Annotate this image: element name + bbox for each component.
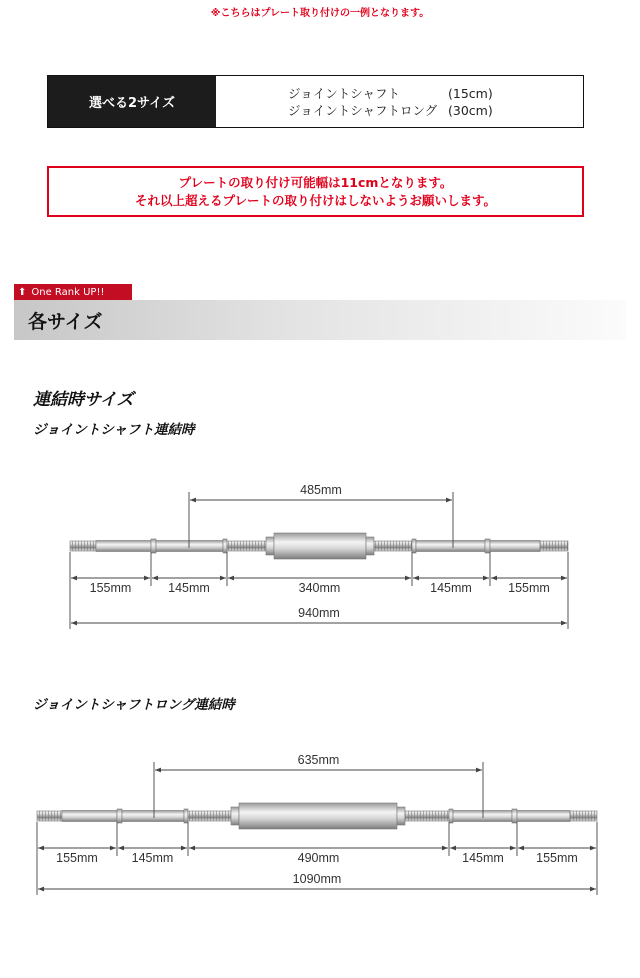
section-header [14, 300, 626, 340]
size-name: ジョイントシャフト [288, 85, 401, 101]
segment-dimension-label: 155mm [508, 581, 550, 595]
total-dimension-label: 1090mm [292, 872, 342, 886]
size-row [288, 85, 583, 102]
warning-line: プレートの取り付け可能幅は11cmとなります。 [178, 174, 453, 190]
joint-shaft-diagram [0, 478, 640, 638]
shaft-section [490, 541, 540, 552]
collar [223, 539, 227, 553]
collar [412, 539, 416, 553]
up-arrow-icon: ⬆ [18, 286, 27, 298]
shaft-section [517, 811, 570, 822]
size-name: ジョイントシャフトロング [288, 102, 438, 118]
collar [512, 809, 517, 823]
plate-width-warning [47, 166, 584, 217]
segment-dimension-label: 155mm [56, 851, 98, 865]
shaft-section [62, 811, 117, 822]
segment-dimension-label: 340mm [298, 581, 341, 595]
example-note: ※こちらはプレート取り付けの一例となります。 [210, 8, 430, 19]
thread-section [540, 541, 568, 551]
size-row [288, 102, 583, 119]
thread-section [405, 811, 449, 821]
thread-section [37, 811, 62, 821]
diagram1-title: ジョイントシャフト連結時 [33, 422, 195, 438]
joint-collar [366, 537, 374, 555]
collar [117, 809, 122, 823]
collar [485, 539, 490, 553]
joint-shaft-long-diagram [0, 748, 640, 908]
segment-dimension-label: 145mm [168, 581, 210, 595]
rank-up-badge [14, 284, 132, 300]
segment-dimension-label: 145mm [131, 851, 174, 865]
collar [151, 539, 156, 553]
thread-section [227, 541, 266, 551]
joint-collar [397, 807, 405, 825]
connected-size-heading: 連結時サイズ [33, 390, 134, 410]
top-dimension-label: 485mm [300, 483, 342, 497]
section-title: 各サイズ [28, 310, 103, 333]
segment-dimension-label: 145mm [430, 581, 472, 595]
total-dimension-label: 940mm [298, 606, 340, 620]
segment-dimension-label: 490mm [297, 851, 340, 865]
thread-section [188, 811, 231, 821]
segment-dimension-label: 145mm [462, 851, 504, 865]
segment-dimension-label: 155mm [89, 581, 132, 595]
segment-dimension-label: 155mm [536, 851, 578, 865]
warning-line: それ以上超えるプレートの取り付けはしないようお願いします。 [134, 192, 496, 208]
size-value: (15cm) [448, 85, 493, 101]
shaft-section [96, 541, 151, 552]
joint-sleeve [239, 803, 397, 829]
top-dimension-label: 635mm [297, 753, 340, 767]
shaft-section [122, 811, 184, 822]
size-value: (30cm) [448, 102, 493, 118]
thread-section [374, 541, 412, 551]
collar [184, 809, 188, 823]
badge-label: One Rank UP!! [31, 286, 105, 298]
size-table-values [216, 76, 583, 127]
shaft-section [416, 541, 485, 552]
diagram2-title: ジョイントシャフトロング連結時 [33, 697, 235, 713]
joint-collar [231, 807, 239, 825]
thread-section [70, 541, 96, 551]
thread-section [570, 811, 597, 821]
size-table-header: 選べる2サイズ [48, 76, 216, 127]
joint-collar [266, 537, 274, 555]
collar [449, 809, 453, 823]
joint-sleeve [274, 533, 366, 559]
size-table [47, 75, 584, 128]
